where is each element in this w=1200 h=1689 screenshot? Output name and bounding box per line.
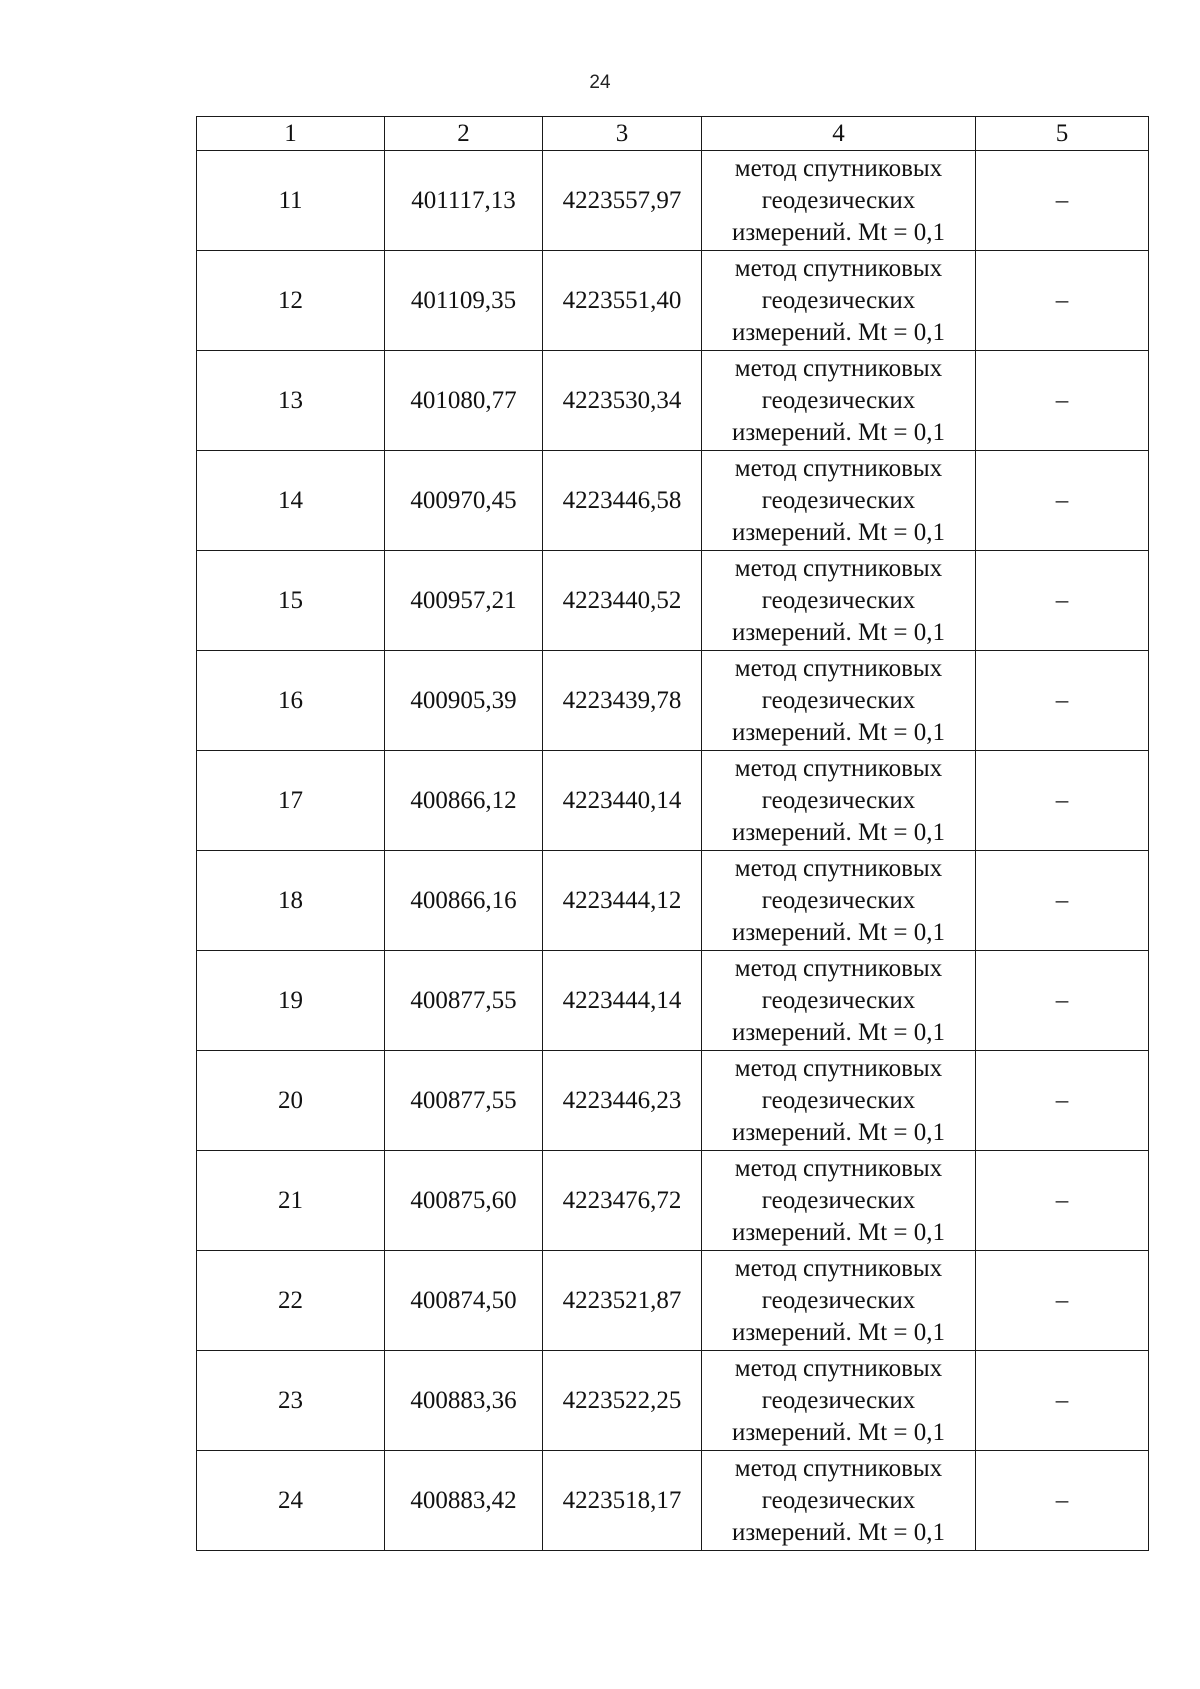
table-row — [197, 1351, 1149, 1451]
method-cell — [702, 1151, 976, 1251]
y-coordinate-cell: 4223522,25 — [543, 1351, 702, 1451]
method-text-line: метод спутниковых — [734, 1054, 943, 1082]
note-cell: – — [976, 1251, 1149, 1351]
y-coordinate-cell: 4223440,52 — [543, 551, 702, 651]
method-cell — [702, 1351, 976, 1451]
table-row — [197, 851, 1149, 951]
x-coordinate-cell: 400875,60 — [385, 1151, 543, 1251]
method-text-line: метод спутниковых — [734, 1454, 943, 1482]
point-number-cell: 11 — [197, 151, 385, 251]
note-cell: – — [976, 751, 1149, 851]
y-coordinate-cell: 4223446,58 — [543, 451, 702, 551]
note-cell: – — [976, 151, 1149, 251]
method-text-line: геодезических — [761, 486, 916, 514]
note-cell: – — [976, 951, 1149, 1051]
method-text-line: измерений. Mt = 0,1 — [731, 418, 946, 446]
x-coordinate-cell: 401080,77 — [385, 351, 543, 451]
note-cell: – — [976, 1151, 1149, 1251]
y-coordinate-cell: 4223551,40 — [543, 251, 702, 351]
note-cell: – — [976, 1051, 1149, 1151]
table-row — [197, 1151, 1149, 1251]
method-text-line: измерений. Mt = 0,1 — [731, 818, 946, 846]
method-cell — [702, 351, 976, 451]
point-number-cell: 16 — [197, 651, 385, 751]
table-row — [197, 1051, 1149, 1151]
method-text-line: метод спутниковых — [734, 454, 943, 482]
method-text-line: геодезических — [761, 1186, 916, 1214]
method-cell — [702, 151, 976, 251]
table-row — [197, 451, 1149, 551]
column-header-1: 1 — [197, 117, 385, 151]
column-header-4: 4 — [702, 117, 976, 151]
point-number-cell: 23 — [197, 1351, 385, 1451]
y-coordinate-cell: 4223446,23 — [543, 1051, 702, 1151]
y-coordinate-cell: 4223530,34 — [543, 351, 702, 451]
method-cell — [702, 551, 976, 651]
table-row — [197, 551, 1149, 651]
y-coordinate-cell: 4223444,14 — [543, 951, 702, 1051]
method-text-line: измерений. Mt = 0,1 — [731, 1218, 946, 1246]
table-body — [197, 151, 1149, 1551]
y-coordinate-cell: 4223476,72 — [543, 1151, 702, 1251]
method-text-line: измерений. Mt = 0,1 — [731, 718, 946, 746]
point-number-cell: 15 — [197, 551, 385, 651]
x-coordinate-cell: 400874,50 — [385, 1251, 543, 1351]
method-text-line: метод спутниковых — [734, 1254, 943, 1282]
method-text-line: метод спутниковых — [734, 254, 943, 282]
method-text-line: геодезических — [761, 186, 916, 214]
note-cell: – — [976, 251, 1149, 351]
y-coordinate-cell: 4223521,87 — [543, 1251, 702, 1351]
x-coordinate-cell: 401117,13 — [385, 151, 543, 251]
method-text-line: метод спутниковых — [734, 1354, 943, 1382]
page-number: 24 — [589, 72, 611, 93]
x-coordinate-cell: 400877,55 — [385, 951, 543, 1051]
point-number-cell: 20 — [197, 1051, 385, 1151]
method-cell — [702, 1451, 976, 1551]
method-text-line: метод спутниковых — [734, 154, 943, 182]
method-cell — [702, 651, 976, 751]
method-text-line: метод спутниковых — [734, 954, 943, 982]
x-coordinate-cell: 400866,12 — [385, 751, 543, 851]
method-text-line: измерений. Mt = 0,1 — [731, 918, 946, 946]
point-number-cell: 22 — [197, 1251, 385, 1351]
table-row — [197, 1451, 1149, 1551]
point-number-cell: 18 — [197, 851, 385, 951]
method-text-line: измерений. Mt = 0,1 — [731, 1318, 946, 1346]
y-coordinate-cell: 4223444,12 — [543, 851, 702, 951]
table-row — [197, 1251, 1149, 1351]
method-cell — [702, 451, 976, 551]
point-number-cell: 17 — [197, 751, 385, 851]
note-cell: – — [976, 1351, 1149, 1451]
x-coordinate-cell: 401109,35 — [385, 251, 543, 351]
y-coordinate-cell: 4223518,17 — [543, 1451, 702, 1551]
point-number-cell: 24 — [197, 1451, 385, 1551]
coordinates-table — [196, 116, 1149, 1551]
x-coordinate-cell: 400970,45 — [385, 451, 543, 551]
note-cell: – — [976, 351, 1149, 451]
method-text-line: геодезических — [761, 1086, 916, 1114]
x-coordinate-cell: 400883,42 — [385, 1451, 543, 1551]
method-text-line: метод спутниковых — [734, 754, 943, 782]
method-text-line: метод спутниковых — [734, 654, 943, 682]
method-text-line: измерений. Mt = 0,1 — [731, 618, 946, 646]
table-row — [197, 151, 1149, 251]
method-text-line: геодезических — [761, 786, 916, 814]
x-coordinate-cell: 400877,55 — [385, 1051, 543, 1151]
table-row — [197, 651, 1149, 751]
method-text-line: измерений. Mt = 0,1 — [731, 1518, 946, 1546]
point-number-cell: 19 — [197, 951, 385, 1051]
method-text-line: метод спутниковых — [734, 1154, 943, 1182]
method-text-line: измерений. Mt = 0,1 — [731, 218, 946, 246]
y-coordinate-cell: 4223557,97 — [543, 151, 702, 251]
note-cell: – — [976, 851, 1149, 951]
note-cell: – — [976, 551, 1149, 651]
table-row — [197, 351, 1149, 451]
method-text-line: геодезических — [761, 1386, 916, 1414]
method-text-line: метод спутниковых — [734, 854, 943, 882]
x-coordinate-cell: 400883,36 — [385, 1351, 543, 1451]
y-coordinate-cell: 4223440,14 — [543, 751, 702, 851]
note-cell: – — [976, 451, 1149, 551]
column-header-3: 3 — [543, 117, 702, 151]
method-text-line: метод спутниковых — [734, 354, 943, 382]
method-text-line: измерений. Mt = 0,1 — [731, 318, 946, 346]
method-text-line: геодезических — [761, 886, 916, 914]
column-header-2: 2 — [385, 117, 543, 151]
point-number-cell: 21 — [197, 1151, 385, 1251]
method-text-line: геодезических — [761, 286, 916, 314]
method-text-line: геодезических — [761, 986, 916, 1014]
method-text-line: измерений. Mt = 0,1 — [731, 1418, 946, 1446]
method-text-line: геодезических — [761, 1286, 916, 1314]
table-row — [197, 251, 1149, 351]
x-coordinate-cell: 400866,16 — [385, 851, 543, 951]
point-number-cell: 13 — [197, 351, 385, 451]
method-text-line: геодезических — [761, 1486, 916, 1514]
method-text-line: геодезических — [761, 586, 916, 614]
method-cell — [702, 1051, 976, 1151]
column-header-5: 5 — [976, 117, 1149, 151]
note-cell: – — [976, 651, 1149, 751]
method-cell — [702, 751, 976, 851]
table-row — [197, 951, 1149, 1051]
method-text-line: геодезических — [761, 386, 916, 414]
table-header-row — [197, 117, 1149, 151]
method-text-line: метод спутниковых — [734, 554, 943, 582]
point-number-cell: 14 — [197, 451, 385, 551]
method-text-line: измерений. Mt = 0,1 — [731, 1018, 946, 1046]
x-coordinate-cell: 400957,21 — [385, 551, 543, 651]
x-coordinate-cell: 400905,39 — [385, 651, 543, 751]
method-cell — [702, 951, 976, 1051]
table-row — [197, 751, 1149, 851]
y-coordinate-cell: 4223439,78 — [543, 651, 702, 751]
method-text-line: измерений. Mt = 0,1 — [731, 1118, 946, 1146]
point-number-cell: 12 — [197, 251, 385, 351]
method-text-line: геодезических — [761, 686, 916, 714]
method-cell — [702, 251, 976, 351]
note-cell: – — [976, 1451, 1149, 1551]
method-cell — [702, 1251, 976, 1351]
method-text-line: измерений. Mt = 0,1 — [731, 518, 946, 546]
method-cell — [702, 851, 976, 951]
